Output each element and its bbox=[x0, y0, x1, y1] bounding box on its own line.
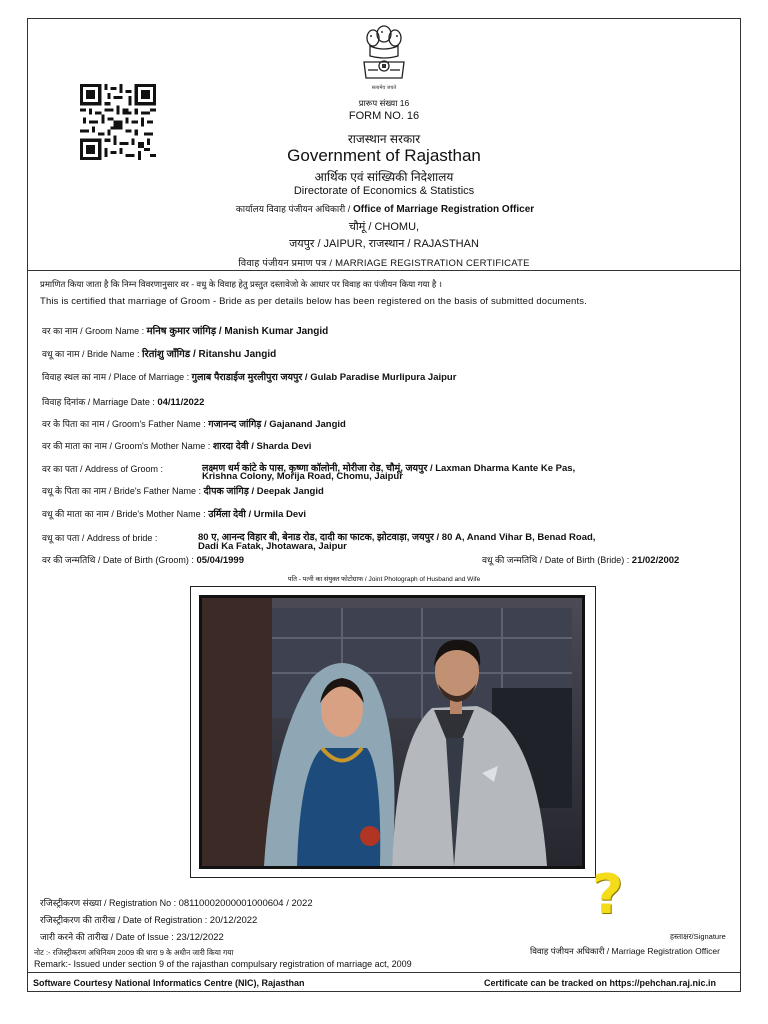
bride-address-line-1: 80 ए, आनन्द विहार बी, बेनाड रोड, दादी का फाटक, झोटवाड़ा, जयपुर / 80 A, Anand Vihar B, Benad Road, bbox=[198, 532, 596, 543]
bride-name-row bbox=[42, 346, 276, 360]
note-hindi: नोट :- रजिस्ट्रीकरण अधिनियम 2009 की धारा 9 के अधीन जारी किया गया bbox=[34, 948, 234, 957]
registration-date-value: 20/12/2022 bbox=[209, 915, 258, 926]
signature-officer: विवाह पंजीयन अधिकारी / Marriage Registration Officer bbox=[530, 946, 720, 956]
remark: Remark:- Issued under section 9 of the rajasthan compulsary registration of marriage act, 2009 bbox=[34, 959, 412, 969]
bride-dob-label: वधू की जन्मतिथि / Date of Birth (Bride) : bbox=[482, 555, 630, 565]
footer-nic: Software Courtesy National Informatics Centre (NIC), Rajasthan bbox=[33, 978, 305, 988]
qr-code bbox=[79, 84, 157, 160]
office-hindi: कार्यालय विवाह पंजीयन अधिकारी / bbox=[235, 204, 351, 214]
registration-date-label: रजिस्ट्रीकरण की तारीख / Date of Registration : bbox=[40, 915, 208, 925]
registration-no-label: रजिस्ट्रीकरण संख्या / Registration No : bbox=[40, 898, 177, 908]
groom-address-label: वर का पता / Address of Groom : bbox=[42, 464, 164, 474]
government-title: Government of Rajasthan bbox=[287, 146, 481, 165]
bride-mother-label: वधू की माता का नाम / Bride's Mother Name : bbox=[42, 509, 206, 519]
groom-name-row bbox=[42, 323, 328, 337]
signature-label: हस्ताक्षर/Signature bbox=[670, 932, 726, 941]
place-label: विवाह स्थल का नाम / Place of Marriage : bbox=[42, 372, 190, 382]
issue-date-value: 23/12/2022 bbox=[176, 932, 224, 943]
registration-date-row bbox=[40, 913, 257, 926]
form-number: FORM NO. 16 bbox=[348, 110, 420, 122]
groom-dob-row bbox=[42, 553, 244, 566]
groom-dob-value: 05/04/1999 bbox=[196, 555, 244, 566]
header-divider bbox=[27, 270, 741, 271]
place-value: गुलाब पैराडाईज मुरलीपुरा जयपुर / Gulab Paradise Murlipura Jaipur bbox=[191, 372, 457, 383]
marriage-date-row bbox=[42, 395, 204, 408]
groom-father-value: गजानन्द जांगिड़ / Gajanand Jangid bbox=[208, 419, 346, 430]
office-title: Office of Marriage Registration Officer bbox=[353, 204, 535, 215]
place-row bbox=[42, 370, 456, 383]
groom-father-label: वर के पिता का नाम / Groom's Father Name : bbox=[42, 419, 206, 429]
groom-name-value: मनिष कुमार जांगिड़ / Manish Kumar Jangid bbox=[146, 326, 329, 337]
registration-no-value: 08110002000001000604 / 2022 bbox=[178, 898, 313, 909]
national-emblem-icon bbox=[356, 22, 412, 92]
bride-father-label: वधू के पिता का नाम / Bride's Father Name : bbox=[42, 486, 202, 496]
office-place-1: चौमूं / CHOMU, bbox=[348, 221, 420, 233]
intro-english: This is certified that marriage of Groom - Bride as per details below has been registered on the basis of submitted documents. bbox=[40, 296, 587, 307]
marriage-date-value: 04/11/2022 bbox=[157, 397, 205, 408]
directorate-title: Directorate of Economics & Statistics bbox=[293, 185, 475, 197]
bride-father-value: दीपक जांगिड़ / Deepak Jangid bbox=[203, 486, 324, 497]
bride-mother-value: उर्मिला देवी / Urmila Devi bbox=[208, 509, 307, 520]
registration-no-row bbox=[40, 896, 313, 909]
issue-date-label: जारी करने की तारीख / Date of Issue : bbox=[40, 932, 174, 942]
bride-address-line-2: Dadi Ka Fatak, Jhotawara, Jaipur bbox=[198, 541, 347, 552]
groom-mother-label: वर की माता का नाम / Groom's Mother Name : bbox=[42, 441, 211, 451]
bride-name-label: वधू का नाम / Bride Name : bbox=[42, 349, 140, 359]
form-number-hindi: प्रारूप संख्या 16 bbox=[358, 98, 410, 108]
question-mark-stamp: ? bbox=[592, 863, 624, 926]
bride-address-label: वधू का पता / Address of bride : bbox=[42, 533, 158, 543]
groom-name-label: वर का नाम / Groom Name : bbox=[42, 326, 145, 336]
directorate-hindi: आर्थिक एवं सांख्यिकी निदेशालय bbox=[314, 170, 454, 184]
joint-photo bbox=[199, 595, 585, 869]
government-hindi: राजस्थान सरकार bbox=[347, 132, 421, 146]
joint-photo-frame bbox=[190, 586, 596, 878]
issue-date-row bbox=[40, 930, 224, 943]
photo-caption: पति - पत्नी का संयुक्त फोटोग्राफ / Joint Photograph of Husband and Wife bbox=[287, 576, 481, 583]
groom-mother-value: शारदा देवी / Sharda Devi bbox=[212, 441, 312, 452]
office-line bbox=[190, 202, 580, 215]
groom-dob-label: वर की जन्मतिथि / Date of Birth (Groom) : bbox=[42, 555, 194, 565]
emblem-motto: सत्यमेव जयते bbox=[371, 85, 397, 91]
bride-dob-value: 21/02/2002 bbox=[631, 555, 680, 566]
office-place-2: जयपुर / JAIPUR, राजस्थान / RAJASTHAN bbox=[289, 238, 479, 250]
groom-address-line-1: लक्ष्मण धर्म कांटे के पास, कृष्णा कॉलोनी, मोरीजा रोड, चौमूं, जयपुर / Laxman Dharma Kante Ke Pas, bbox=[202, 463, 576, 474]
groom-mother-row bbox=[42, 439, 311, 452]
bride-name-value: रितांशु जाँगिड / Ritanshu Jangid bbox=[142, 349, 277, 360]
footer-divider bbox=[27, 972, 741, 973]
bride-father-row bbox=[42, 484, 324, 497]
groom-father-row bbox=[42, 417, 346, 430]
couple-photo-illustration bbox=[202, 598, 582, 866]
groom-address-line-2: Krishna Colony, Morija Road, Chomu, Jaipur bbox=[202, 471, 403, 482]
marriage-date-label: विवाह दिनांक / Marriage Date : bbox=[42, 397, 155, 407]
bride-mother-row bbox=[42, 507, 306, 520]
bride-dob-row bbox=[482, 553, 679, 566]
footer-track-link[interactable]: Certificate can be tracked on https://pehchan.raj.nic.in bbox=[484, 978, 717, 988]
certificate-title: विवाह पंजीयन प्रमाण पत्र / MARRIAGE REGISTRATION CERTIFICATE bbox=[238, 258, 530, 269]
intro-hindi: प्रमाणित किया जाता है कि निम्न विवरणानुसार वर - वधु के विवाह हेतु प्रस्तुत दस्तावेजो के आधार पर विवाह का पंजीयन किया गया है । bbox=[40, 279, 442, 289]
